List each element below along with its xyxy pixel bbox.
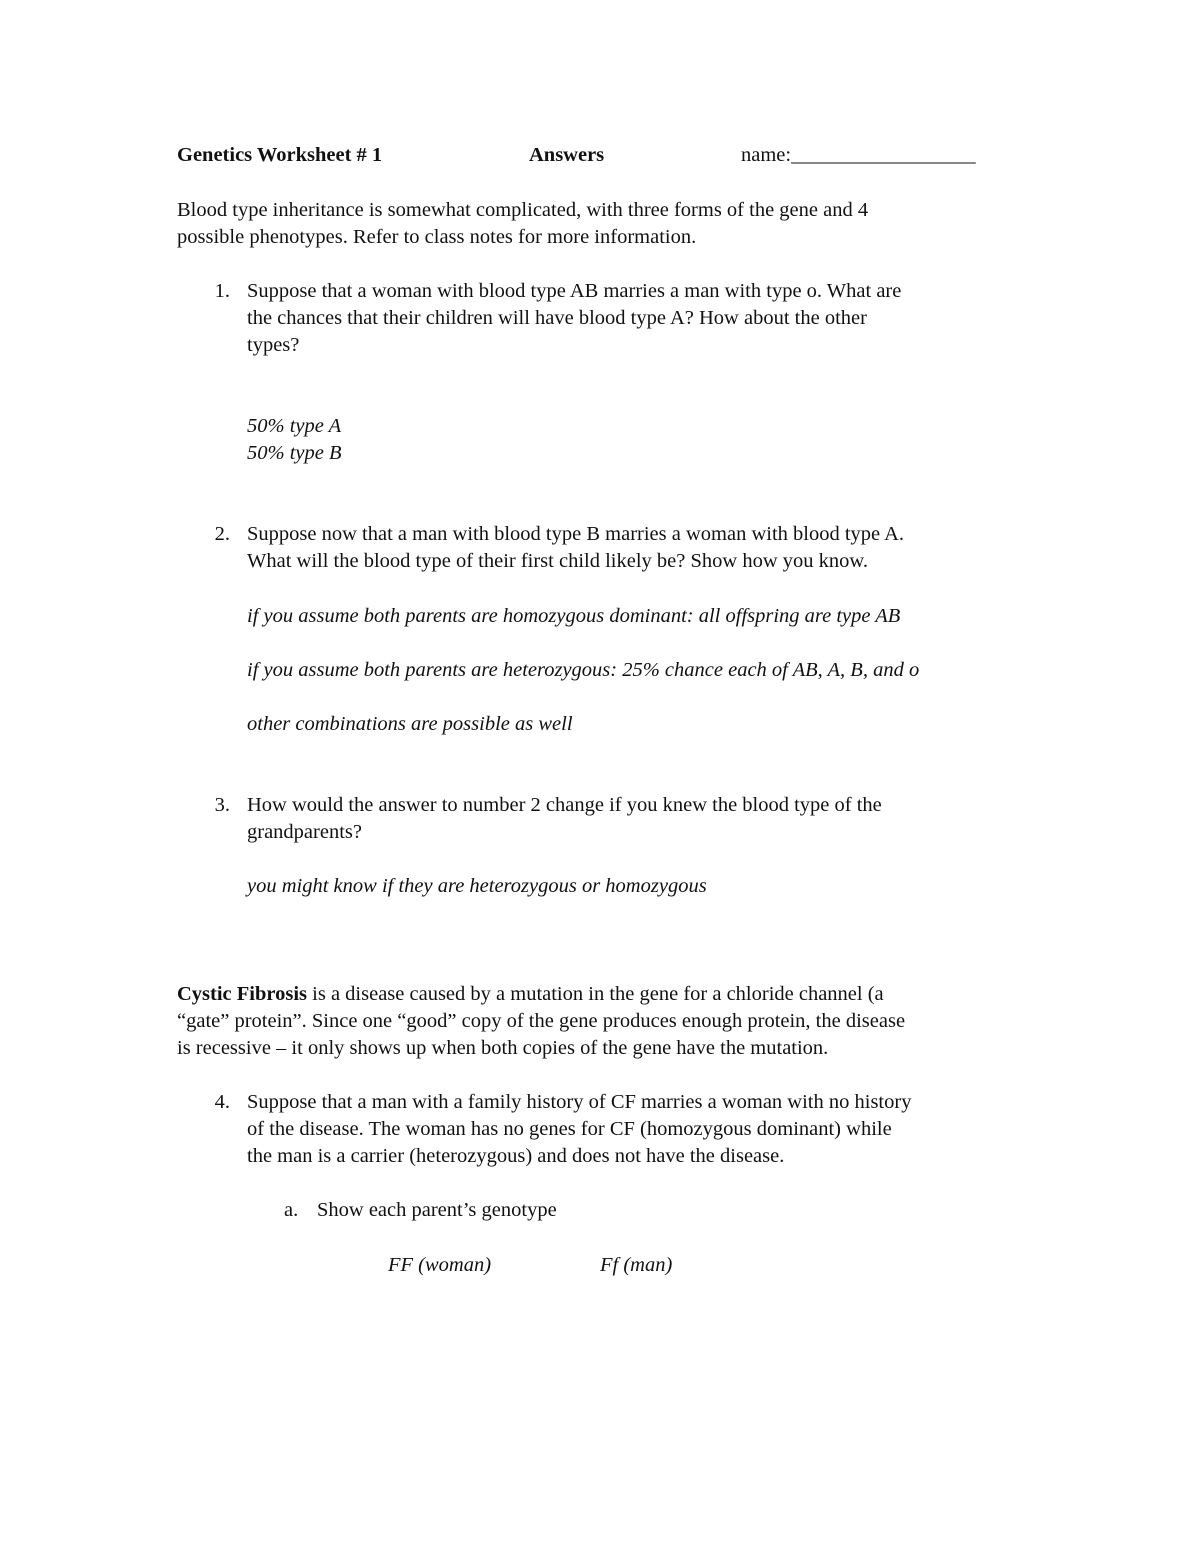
answer-1-line-2: 50% type B <box>247 442 342 464</box>
question-4-line-3: the man is a carrier (heterozygous) and does not have the disease. <box>247 1145 785 1167</box>
intro-line-1: Blood type inheritance is somewhat complicated, with three forms of the gene and 4 <box>177 199 869 221</box>
worksheet-title: Genetics Worksheet # 1 <box>177 144 383 166</box>
question-number: 3. <box>214 794 230 816</box>
question-3-line-2: grandparents? <box>247 821 362 843</box>
question-number: 4. <box>214 1091 230 1113</box>
question-1-line-1: Suppose that a woman with blood type AB marries a man with type o. What are <box>247 280 902 302</box>
answer-man-genotype: Ff (man) <box>600 1254 673 1276</box>
answer-1-line-1: 50% type A <box>247 415 342 437</box>
cf-term: Cystic Fibrosis <box>177 983 308 1005</box>
intro-line-2: possible phenotypes. Refer to class notes for more information. <box>177 226 697 248</box>
question-4-line-2: of the disease. The woman has no genes for CF (homozygous dominant) while <box>247 1118 892 1140</box>
cf-line-1-rest: is a disease caused by a mutation in the gene for a chloride channel (a <box>307 983 884 1005</box>
answer-2-line-3: other combinations are possible as well <box>247 713 573 735</box>
answer-2-line-1: if you assume both parents are homozygous dominant: all offspring are type AB <box>247 605 901 627</box>
question-number: 1. <box>214 280 230 302</box>
cf-line-3: is recessive – it only shows up when both copies of the gene have the mutation. <box>177 1037 829 1059</box>
sub-question-a-label: a. <box>284 1199 299 1221</box>
question-3-line-1: How would the answer to number 2 change if you knew the blood type of the <box>247 794 882 816</box>
answer-woman-genotype: FF (woman) <box>388 1254 492 1276</box>
answer-3-line-1: you might know if they are heterozygous or homozygous <box>247 875 707 897</box>
cf-line-2: “gate” protein”. Since one “good” copy of the gene produces enough protein, the disease <box>177 1010 906 1032</box>
question-1-line-2: the chances that their children will have blood type A? How about the other <box>247 307 867 329</box>
answer-2-line-2: if you assume both parents are heterozygous: 25% chance each of AB, A, B, and o <box>247 659 920 681</box>
answers-label: Answers <box>529 144 605 166</box>
question-2-line-1: Suppose now that a man with blood type B marries a woman with blood type A. <box>247 523 905 545</box>
question-4-line-1: Suppose that a man with a family history of CF marries a woman with no history <box>247 1091 912 1113</box>
question-2-line-2: What will the blood type of their first child likely be? Show how you know. <box>247 550 868 572</box>
question-number: 2. <box>214 523 230 545</box>
name-field-label: name:__________________ <box>741 144 976 166</box>
cf-line-1 <box>177 981 884 1008</box>
question-1-line-3: types? <box>247 334 300 356</box>
sub-question-a-text: Show each parent’s genotype <box>317 1199 557 1221</box>
